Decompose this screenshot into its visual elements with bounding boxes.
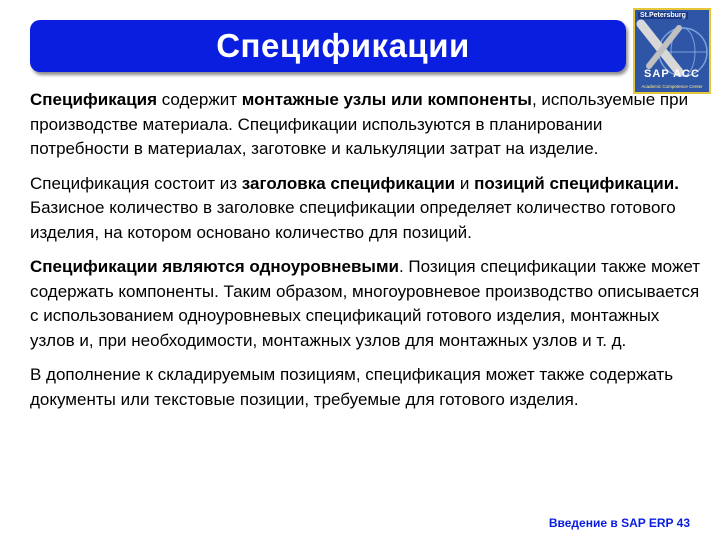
slide-footer: Введение в SAP ERP 43 <box>548 516 690 530</box>
logo-sub-text: Academic Competence Center <box>641 84 703 89</box>
title-banner <box>30 20 626 72</box>
text-run: , используемые при производстве материала. Спецификации используются в планировании потребности в материалах, заготовке и калькуляции затрат на изделие. <box>30 90 689 158</box>
slide-body <box>30 88 702 422</box>
logo-main-text: SAP ACC <box>644 68 700 80</box>
paragraph <box>30 88 702 162</box>
bold-text-run: монтажные узлы или компоненты <box>241 90 532 109</box>
paragraph <box>30 172 702 246</box>
text-run: Базисное количество в заголовке спецификации определяет количество готового изделия, на котором основано количество для позиций. <box>30 198 676 242</box>
text-run: В дополнение к складируемым позициям, спецификация может также содержать документы или текстовые позиции, требуемые для готового изделия. <box>30 365 674 409</box>
text-run: и <box>455 173 475 193</box>
bold-text-run: Спецификация <box>30 90 158 109</box>
sap-acc-logo <box>633 8 711 94</box>
text-run: содержит <box>157 90 242 109</box>
bold-text-run: позиций спецификации. <box>474 173 679 193</box>
paragraph <box>30 255 702 353</box>
text-run: Спецификация состоит из <box>30 173 242 193</box>
slide-title: Спецификации <box>216 27 470 64</box>
text-run: . Позиция спецификации также может содержать компоненты. Таким образом, многоуровневое производство описывается с использованием одноуровневых спецификаций готового изделия, монтажных узлов и, при необходимости, монтажных узлов для монтажных узлов и т. д. <box>30 257 700 350</box>
bold-text-run: заголовка спецификации <box>241 173 456 193</box>
logo-top-text: St.Petersburg <box>640 12 686 19</box>
paragraph <box>30 363 702 412</box>
bold-text-run: Спецификации являются одноуровневыми <box>30 257 399 276</box>
